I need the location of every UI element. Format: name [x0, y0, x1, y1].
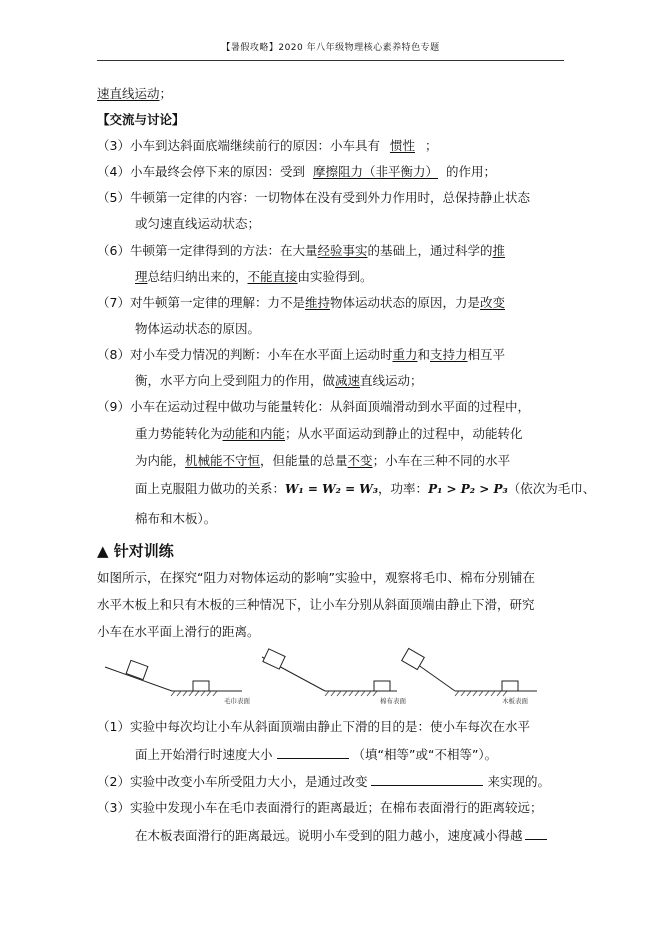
- line-0: [97, 86, 172, 102]
- answer: 减速: [335, 373, 361, 388]
- text: （4）小车最终会停下来的原因：受到: [97, 164, 305, 179]
- answer: 经验事实: [317, 243, 368, 258]
- answer: 惯性: [389, 138, 415, 153]
- question-3a: （3）实验中发现小车在毛巾表面滑行的距离最近；在棉布表面滑行的距离较远；: [97, 800, 543, 815]
- text: ；: [424, 138, 438, 153]
- text: 总结归纳出来的，: [147, 269, 248, 284]
- text: （8）对小车受力情况的判断：小车在水平面上运动时: [97, 347, 393, 362]
- answer-blank[interactable]: [277, 746, 349, 759]
- surface-label-cotton: 棉布表面: [380, 697, 406, 705]
- answer: 不变: [347, 453, 373, 468]
- answer: 速直线运动: [97, 86, 160, 101]
- work-formula: W₁ = W₂ = W₃: [285, 482, 379, 496]
- ramp-experiment-figure: [97, 645, 567, 705]
- line-6b: [135, 269, 373, 285]
- text: ；小车在三种不同的水平: [372, 453, 511, 468]
- ramp-setup-1: [105, 660, 242, 696]
- text: 物体运动状态的原因，力是: [329, 295, 480, 310]
- ramp-setup-3: [402, 648, 537, 696]
- text: 由实验得到。: [297, 269, 373, 284]
- text: 来实现的。: [487, 774, 550, 789]
- line-7b: 物体运动状态的原因。: [135, 321, 261, 336]
- line-9d: [135, 481, 595, 497]
- line-9a: （9）小车在运动过程中做功与能量转化：从斜面顶端滑动到水平面的过程中，: [97, 399, 530, 414]
- text: ；: [159, 86, 173, 101]
- line-8b: [135, 373, 423, 389]
- text: （6）牛顿第一定律得到的方法：在大量: [97, 243, 318, 258]
- text: （依次为毛巾、: [507, 481, 596, 496]
- line-4: [97, 164, 496, 180]
- header-rule: [97, 60, 564, 61]
- answer: 维持: [304, 295, 330, 310]
- line-9b: [135, 426, 523, 442]
- line-6a: [97, 243, 505, 259]
- section-title: 【交流与讨论】: [97, 112, 185, 127]
- text: （2）实验中改变小车所受阻力大小，是通过改变: [97, 774, 368, 789]
- text: 直线运动；: [360, 373, 423, 388]
- question-1a: （1）实验中每次均让小车从斜面顶端由静止下滑的目的是：使小车每次在水平: [97, 719, 530, 734]
- line-5b: 或匀速直线运动状态；: [135, 216, 261, 231]
- intro-line-3: 小车在水平面上滑行的距离。: [97, 624, 260, 639]
- answer: 改变: [480, 295, 506, 310]
- text: 的作用；: [445, 164, 496, 179]
- text: ；从水平面运动到静止的过程中，动能转化: [285, 426, 523, 441]
- text: 在木板表面滑行的距离最远。说明小车受到的阻力越小，速度减小得越: [135, 828, 523, 843]
- text: （7）对牛顿第一定律的理解：力不是: [97, 295, 305, 310]
- answer: 理: [135, 269, 148, 284]
- ramp-setup-2: [262, 649, 397, 696]
- practice-heading: ▲ 针对训练: [97, 542, 174, 560]
- answer: 推: [492, 243, 506, 258]
- line-9e: 棉布和木板）。: [135, 511, 217, 526]
- page-header: 【暑假攻略】2020 年八年级物理核心素养特色专题: [221, 43, 440, 53]
- surface-label-towel: 毛巾表面: [224, 697, 250, 705]
- text: 的基础上，通过科学的: [367, 243, 493, 258]
- answer: 动能和内能: [222, 426, 286, 441]
- power-formula: P₁ > P₂ > P₃: [428, 482, 508, 496]
- text: ，但能量的总量: [260, 453, 348, 468]
- answer: 支持力: [430, 347, 468, 362]
- question-1b: [135, 746, 497, 763]
- answer-blank[interactable]: [525, 827, 547, 840]
- text: （填“相等”或“不相等”）。: [352, 747, 498, 762]
- text: 面上克服阻力做功的关系：: [135, 481, 286, 496]
- text: 重力势能转化为: [135, 426, 223, 441]
- text: 衡，水平方向上受到阻力的作用，做: [135, 373, 336, 388]
- text: 面上开始滑行时速度大小: [135, 747, 273, 762]
- line-7a: [97, 295, 505, 311]
- text: （3）小车到达斜面底端继续前行的原因：小车具有: [97, 138, 380, 153]
- answer-blank[interactable]: [371, 773, 483, 786]
- question-3b: [135, 827, 547, 844]
- answer: 摩擦阻力（非平衡力）: [312, 164, 438, 179]
- answer: 重力: [392, 347, 418, 362]
- intro-line-1: 如图所示，在探究“阻力对物体运动的影响”实验中，观察将毛巾、棉布分别铺在: [97, 570, 535, 585]
- answer: 机械能不守恒: [185, 453, 261, 468]
- intro-line-2: 水平木板上和只有木板的三种情况下，让小车分别从斜面顶端由静止下滑，研究: [97, 597, 535, 612]
- line-5a: （5）牛顿第一定律的内容：一切物体在没有受到外力作用时，总保持静止状态: [97, 190, 530, 205]
- line-3: [97, 138, 438, 154]
- question-2: [97, 773, 550, 790]
- line-9c: [135, 453, 510, 469]
- text: 相互平: [467, 347, 506, 362]
- line-8a: [97, 347, 505, 363]
- text: 为内能，: [135, 453, 186, 468]
- text: ，功率：: [378, 481, 429, 496]
- surface-label-wood: 木板表面: [502, 697, 528, 705]
- text: 和: [417, 347, 430, 362]
- answer: 不能直接: [247, 269, 298, 284]
